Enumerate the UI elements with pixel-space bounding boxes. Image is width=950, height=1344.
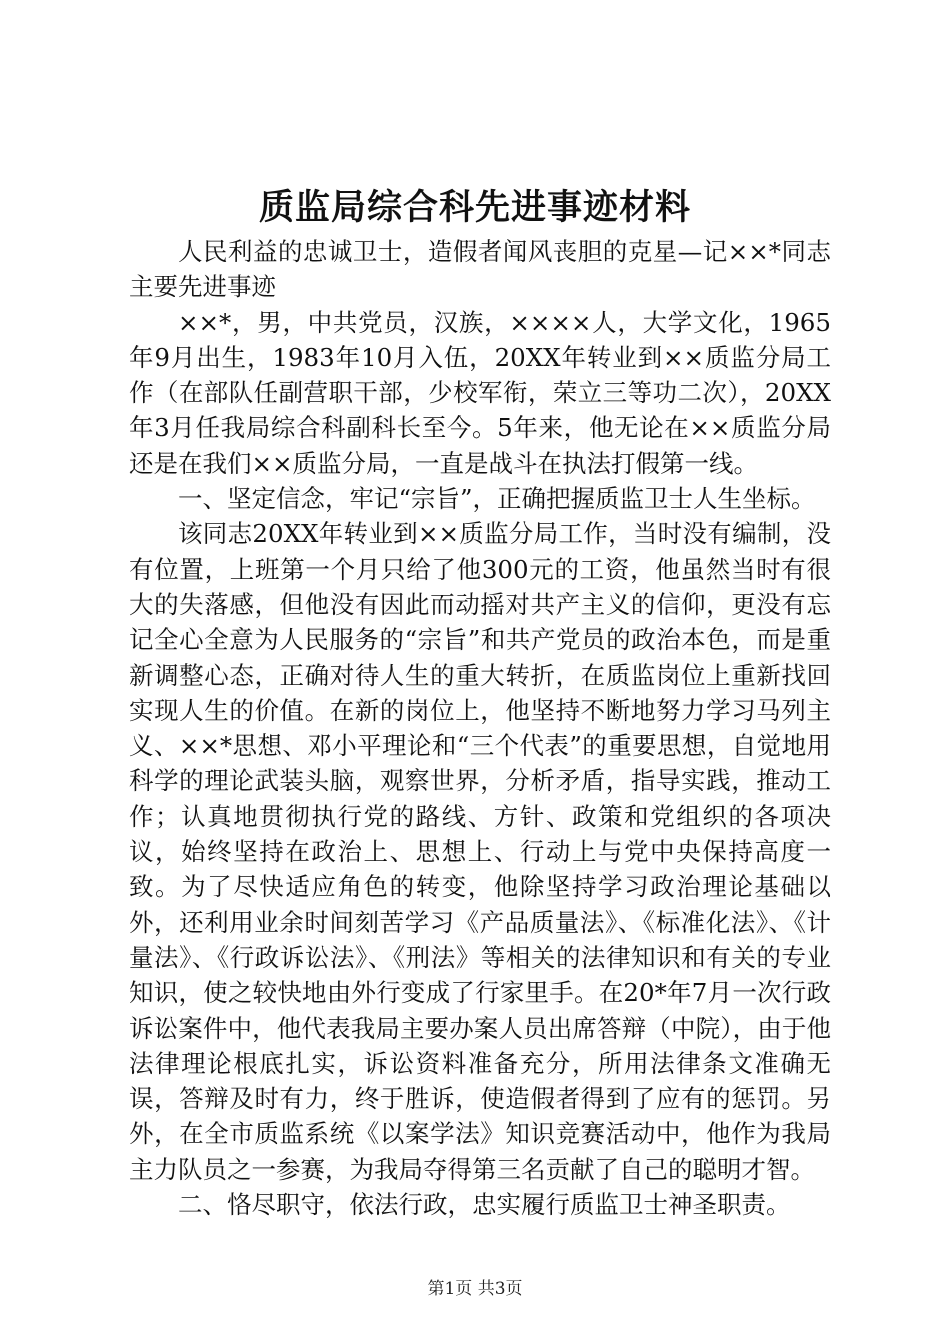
section-heading-2: 二、恪尽职守，依法行政，忠实履行质监卫士神圣职责。 [178,1190,791,1220]
subtitle-paragraph: 人民利益的忠诚卫士，造假者闻风丧胆的克星—记××*同志主要先进事迹 [129,237,831,302]
intro-paragraph: ××*，男，中共党员，汉族，××××人，大学文化，1965年9月出生，1983年10月入伍，20XX年转业到××质监分局工作（在部队任副营职干部，少校军衔，荣立三等功二次），20XX年3月任我局综合科副科长至今。5年来，他无论在××质监分局还是在我们××质监分局，一直是战斗在执法打假第一线。 [129,307,831,478]
document-title: 质监局综合科先进事迹材料 [258,187,691,228]
section-1-paragraph: 该同志20XX年转业到××质监分局工作，当时没有编制，没有位置，上班第一个月只给了他300元的工资，他虽然当时有很大的失落感，但他没有因此而动摇对共产主义的信仰，更没有忘记全心全意为人民服务的“宗旨”和共产党员的政治本色，而是重新调整心态，正确对待人生的重大转折，在质监岗位上重新找回实现人生的价值。在新的岗位上，他坚持不断地努力学习马列主义、××*思想、邓小平理论和“三个代表”的重要思想，自觉地用科学的理论武装头脑，观察世界，分析矛盾，指导实践，推动工作；认真地贯彻执行党的路线、方针、政策和党组织的各项决议，始终坚持在政治上、思想上、行动上与党中央保持高度一致。为了尽快适应角色的转变，他除坚持学习政治理论基础以外，还利用业余时间刻苦学习《产品质量法》、《标准化法》、《计量法》、《行政诉讼法》、《刑法》等相关的法律知识和有关的专业知识，使之较快地由外行变成了行家里手。在20*年7月一次行政诉讼案件中，他代表我局主要办案人员出席答辩（中院），由于他法律理论根底扎实，诉讼资料准备充分，所用法律条文准确无误，答辩及时有力，终于胜诉，使造假者得到了应有的惩罚。另外，在全市质监系统《以案学法》知识竞赛活动中，他作为我局主力队员之一参赛，为我局夺得第三名贡献了自己的聪明才智。 [129,519,831,1184]
section-heading-1: 一、坚定信念，牢记“宗旨”，正确把握质监卫士人生坐标。 [178,484,816,514]
document-body [129,234,831,1222]
page-number-footer: 第1页 共3页 [427,1279,523,1299]
